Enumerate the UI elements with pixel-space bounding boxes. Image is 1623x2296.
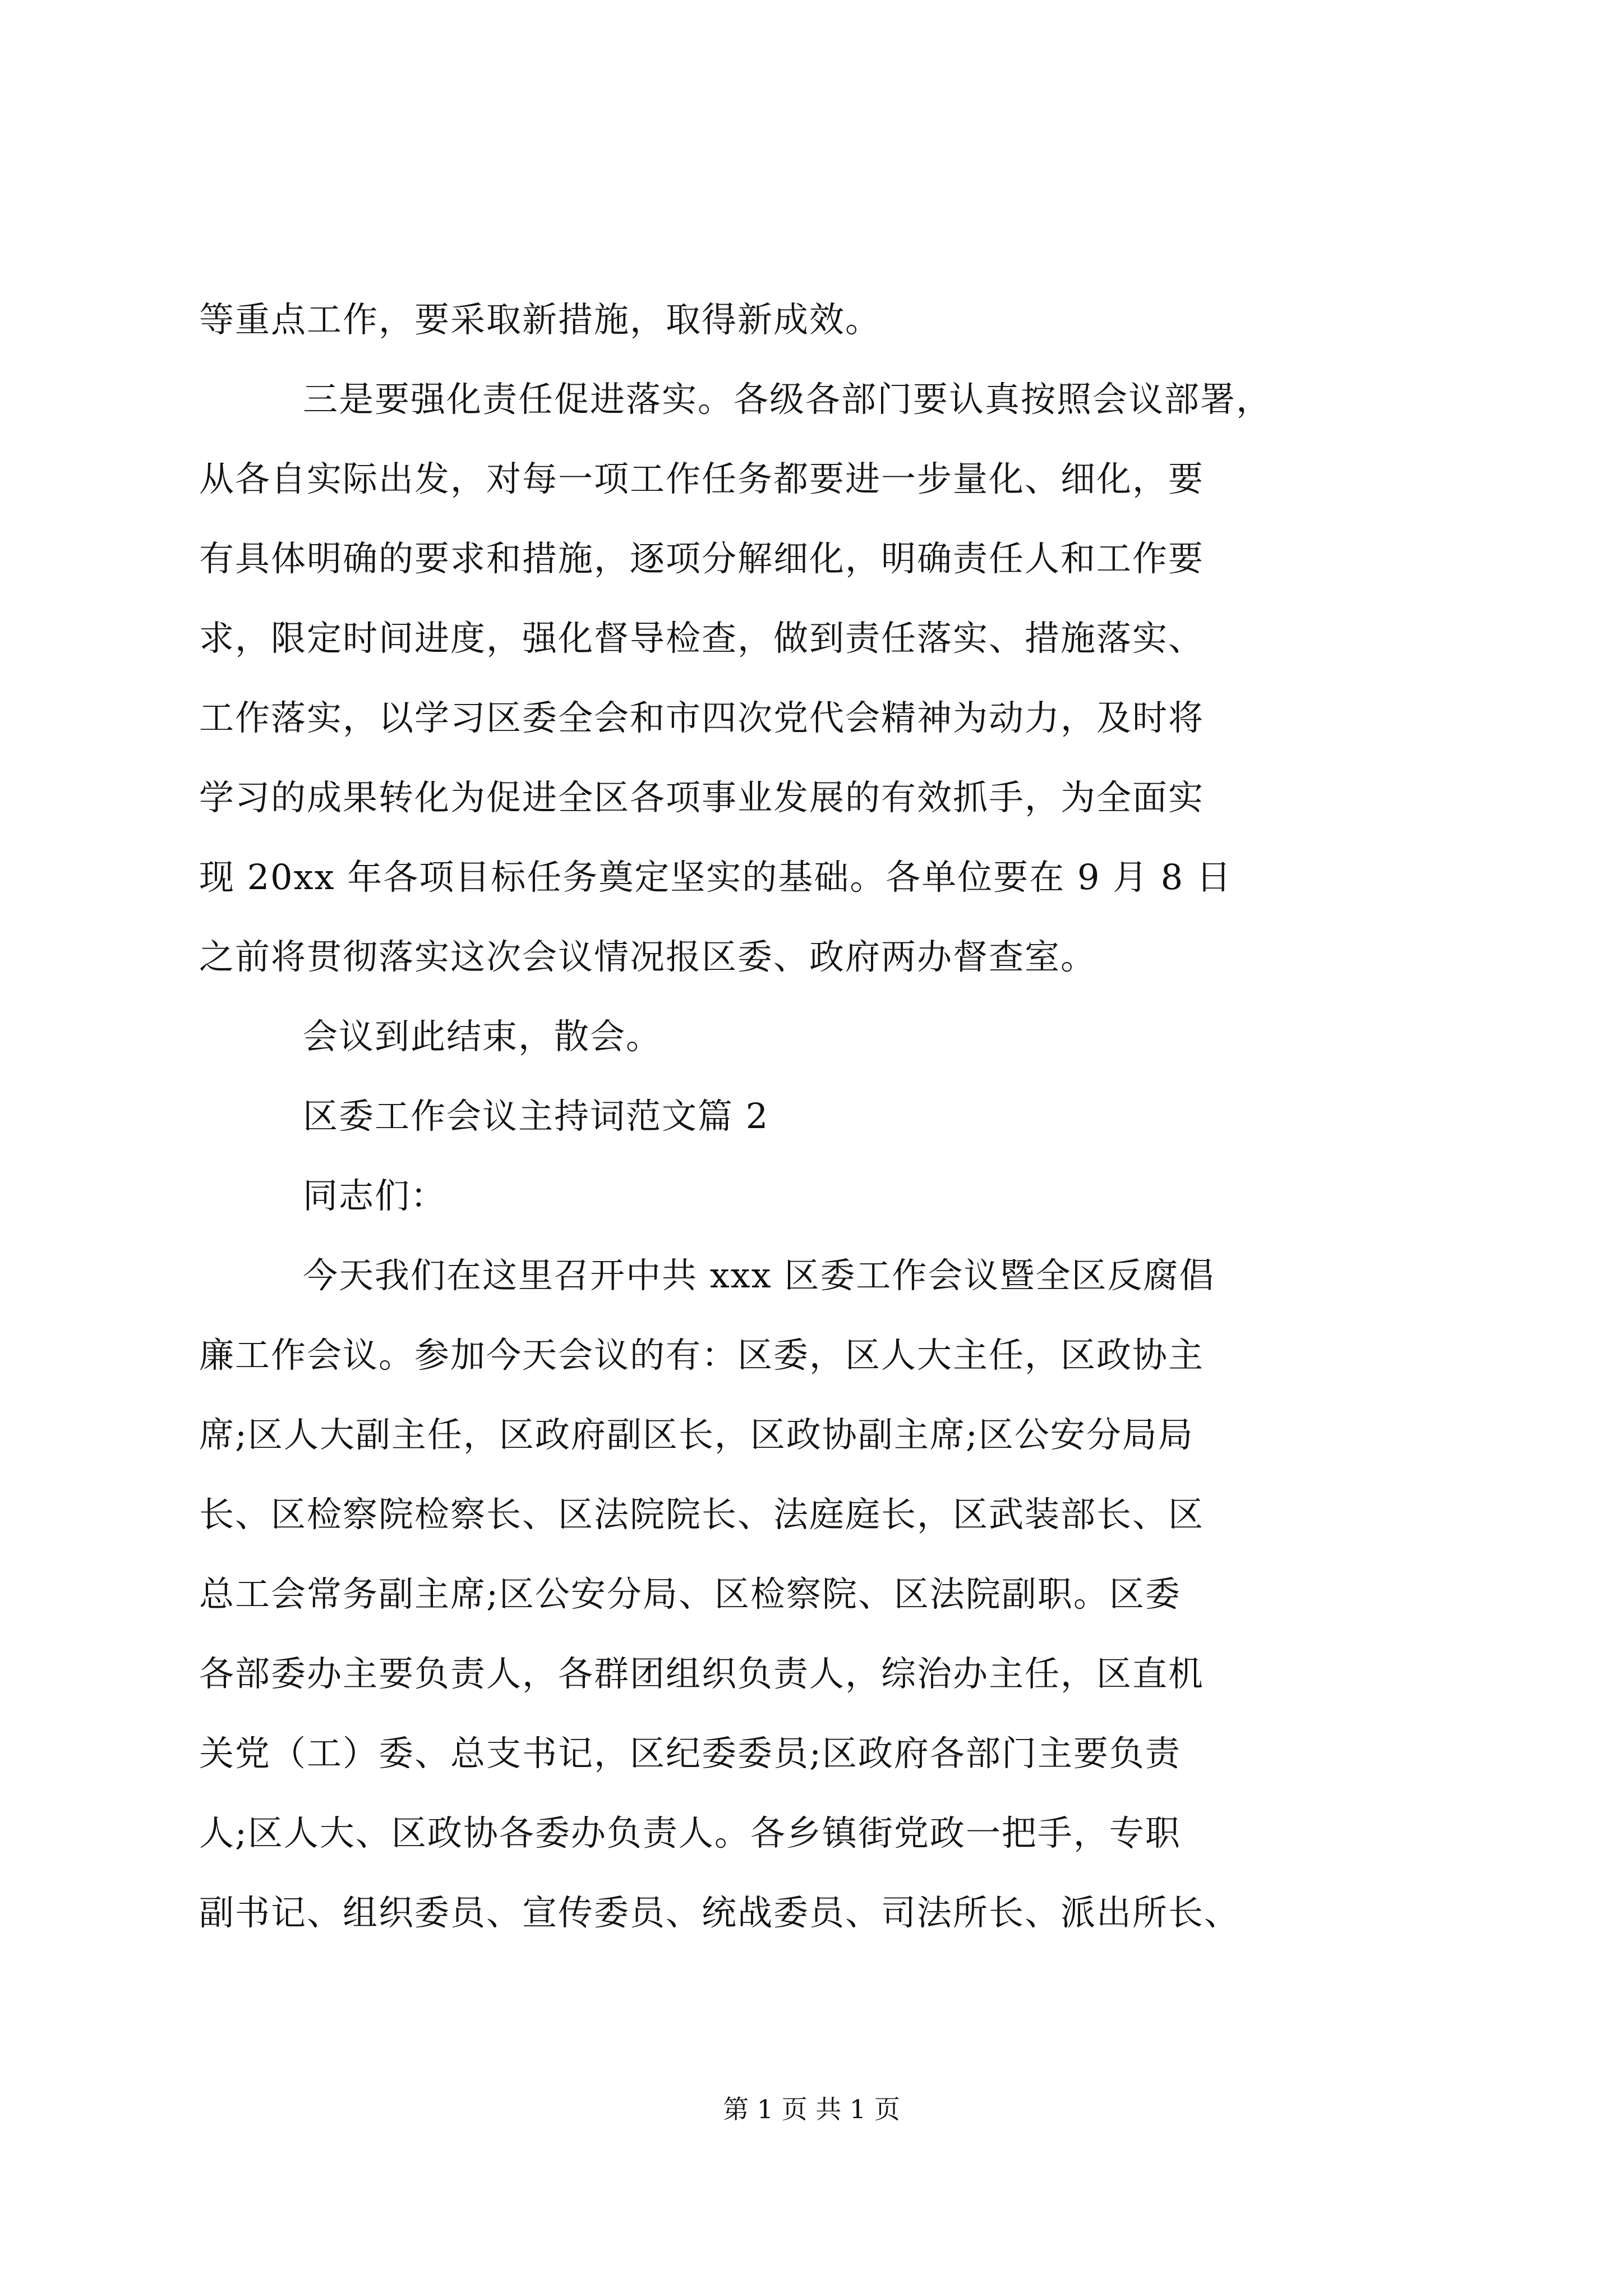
text-line-16: 长、区检察院检察长、区法院院长、法庭庭长，区武装部长、区 xyxy=(199,1494,1205,1535)
page-number-footer: 第 1 页 共 1 页 xyxy=(723,2094,900,2124)
text-line-13: 今天我们在这里召开中共 xxx 区委工作会议暨全区反腐倡 xyxy=(303,1255,1215,1296)
text-line-20: 人;区人大、区政协各委办负责人。各乡镇街党政一把手，专职 xyxy=(199,1812,1181,1853)
text-line-3: 从各自实际出发，对每一项工作任务都要进一步量化、细化，要 xyxy=(199,458,1205,499)
text-line-17: 总工会常务副主席;区公安分局、区检察院、区法院副职。区委 xyxy=(199,1573,1181,1614)
text-line-8: 现 20xx 年各项目标任务奠定坚实的基础。各单位要在 9 月 8 日 xyxy=(199,857,1232,898)
text-line-10: 会议到此结束，散会。 xyxy=(303,1016,662,1057)
text-line-6: 工作落实，以学习区委全会和市四次党代会精神为动力，及时将 xyxy=(199,697,1205,738)
text-line-4: 有具体明确的要求和措施，逐项分解细化，明确责任人和工作要 xyxy=(199,538,1205,579)
text-line-14: 廉工作会议。参加今天会议的有：区委，区人大主任，区政协主 xyxy=(199,1335,1205,1375)
text-line-18: 各部委办主要负责人，各群团组织负责人，综治办主任，区直机 xyxy=(199,1653,1205,1694)
text-line-19: 关党（工）委、总支书记，区纪委委员;区政府各部门主要负责 xyxy=(199,1733,1181,1774)
text-line-5: 求，限定时间进度，强化督导检查，做到责任落实、措施落实、 xyxy=(199,618,1205,659)
section-heading: 区委工作会议主持词范文篇 2 xyxy=(303,1096,769,1137)
text-line-2: 三是要强化责任促进落实。各级各部门要认真按照会议部署， xyxy=(303,379,1272,420)
text-line-9: 之前将贯彻落实这次会议情况报区委、政府两办督查室。 xyxy=(199,936,1097,977)
text-line-7: 学习的成果转化为促进全区各项事业发展的有效抓手，为全面实 xyxy=(199,777,1205,818)
salutation: 同志们： xyxy=(303,1175,447,1216)
text-line-21: 副书记、组织委员、宣传委员、统战委员、司法所长、派出所长、 xyxy=(199,1892,1241,1933)
text-line-1: 等重点工作，要采取新措施，取得新成效。 xyxy=(199,299,882,340)
text-line-15: 席;区人大副主任，区政府副区长，区政协副主席;区公安分局局 xyxy=(199,1414,1194,1455)
